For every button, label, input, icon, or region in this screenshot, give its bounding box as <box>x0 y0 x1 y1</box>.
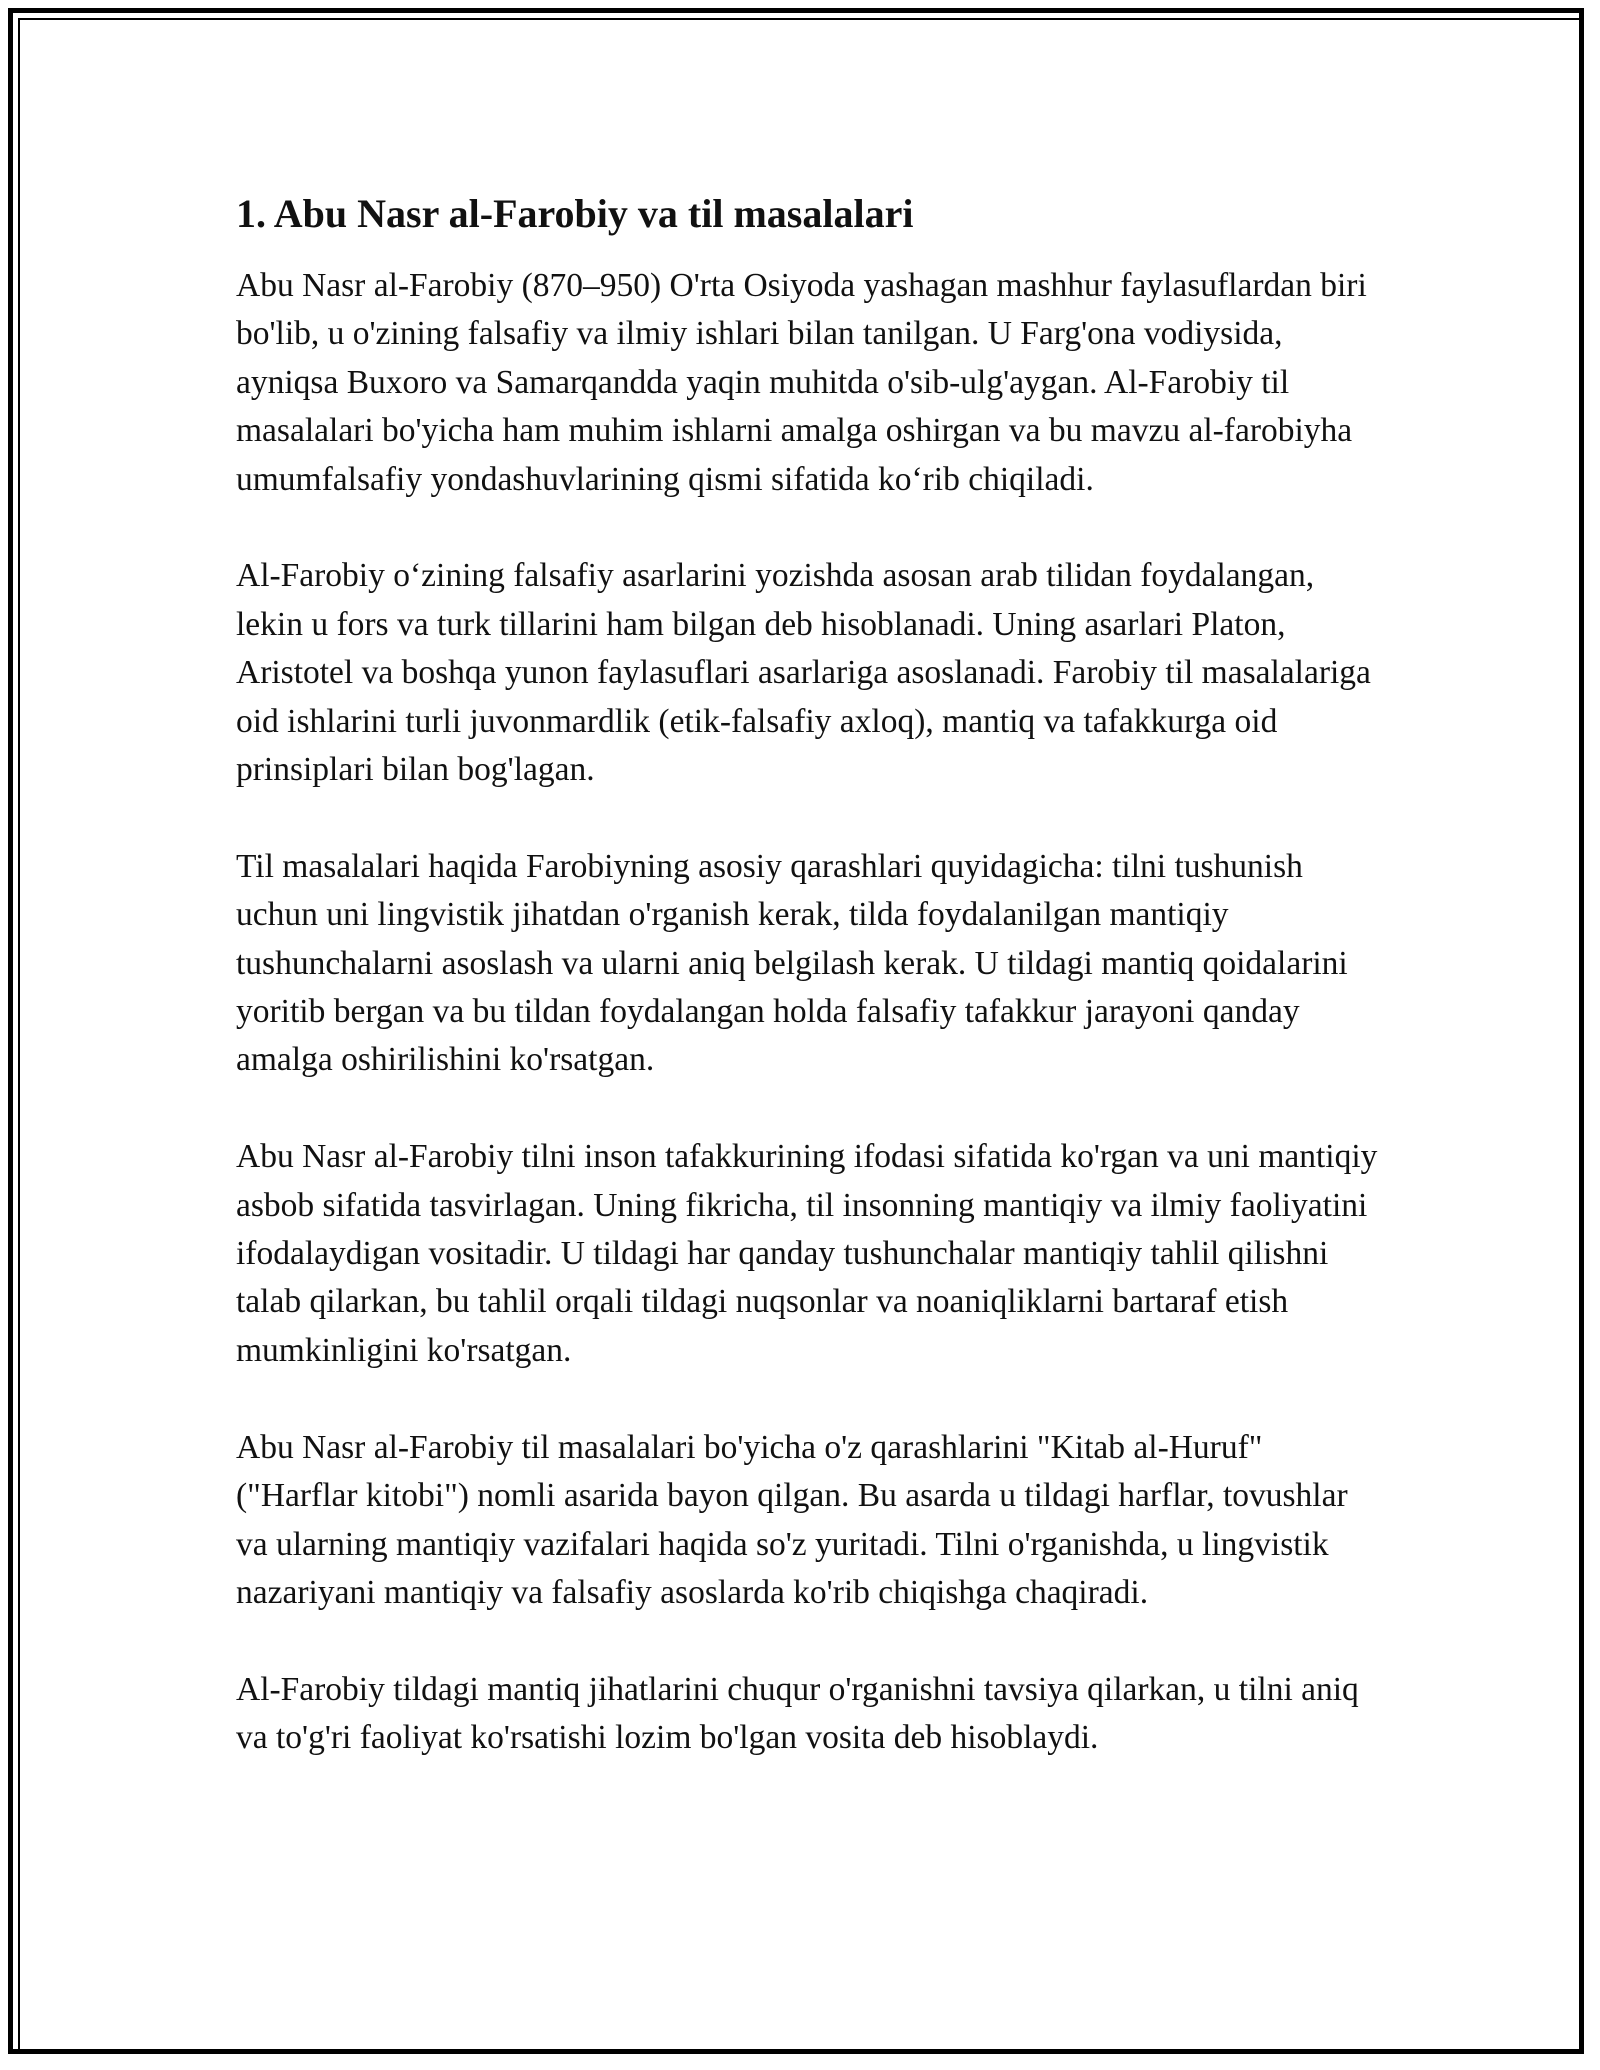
paragraph-2: Al-Farobiy o‘zining falsafiy asarlarini yozishda asosan arab tilidan foydalangan, lekin u fors va turk tillarini ham bilgan deb hisoblanadi. Uning asarlari Platon, Aristotel va boshqa yunon faylasuflari asarlariga asoslanadi. Farobiy til masalalariga oid ishlarini turli juvonmardlik (etik-falsafiy axloq), mantiq va tafakkurga oid prinsiplari bilan bog'lagan. <box>236 557 1371 789</box>
paragraph-4: Abu Nasr al-Farobiy tilni inson tafakkurining ifodasi sifatida ko'rgan va uni mantiqiy asbob sifatida tasvirlagan. Uning fikricha, til insonning mantiqiy va ilmiy faoliyatini ifodalaydigan vositadir. U tildagi har qanday tushunchalar mantiqiy tahlil qilishni talab qilarkan, bu tahlil orqali tildagi nuqsonlar va noaniqliklarni bartaraf etish mumkinligini ko'rsatgan. <box>236 1138 1378 1369</box>
paragraph-3: Til masalalari haqida Farobiyning asosiy qarashlari quyidagicha: tilni tushunish uchun uni lingvistik jihatdan o'rganish kerak, tilda foydalanilgan mantiqiy tushunchalarni asoslash va ularni aniq belgilash kerak. U tildagi mantiq qoidalarini yoritib bergan va bu tildan foydalangan holda falsafiy tafakkur jarayoni qanday amalga oshirilishini ko'rsatgan. <box>236 847 1348 1079</box>
section-heading: 1. Abu Nasr al-Farobiy va til masalalari <box>236 191 914 236</box>
paragraph-1: Abu Nasr al-Farobiy (870–950) O'rta Osiyoda yashagan mashhur faylasuflardan biri bo'lib, u o'zining falsafiy va ilmiy ishlari bilan tanilgan. U Farg'ona vodiysida, ayniqsa Buxoro va Samarqandda yaqin muhitda o'sib-ulg'aygan. Al-Farobiy til masalalari bo'yicha ham muhim ishlarni amalga oshirgan va bu mavzu al-farobiyha umumfalsafiy yondashuvlarining qismi sifatida ko‘rib chiqiladi. <box>236 267 1367 498</box>
document-body <box>236 186 1386 1763</box>
paragraph-5: Abu Nasr al-Farobiy til masalalari bo'yicha o'z qarashlarini "Kitab al-Huruf" ("Harflar kitobi") nomli asarida bayon qilgan. Bu asarda u tildagi harflar, tovushlar va ularning mantiqiy vazifalari haqida so'z yuritadi. Tilni o'rganishda, u lingvistik nazariyani mantiqiy va falsafiy asoslarda ko'rib chiqishga chaqiradi. <box>236 1428 1348 1611</box>
paragraph-6: Al-Farobiy tildagi mantiq jihatlarini chuqur o'rganishni tavsiya qilarkan, u tilni aniq va to'g'ri faoliyat ko'rsatishi lozim bo'lgan vosita deb hisoblaydi. <box>236 1670 1359 1757</box>
